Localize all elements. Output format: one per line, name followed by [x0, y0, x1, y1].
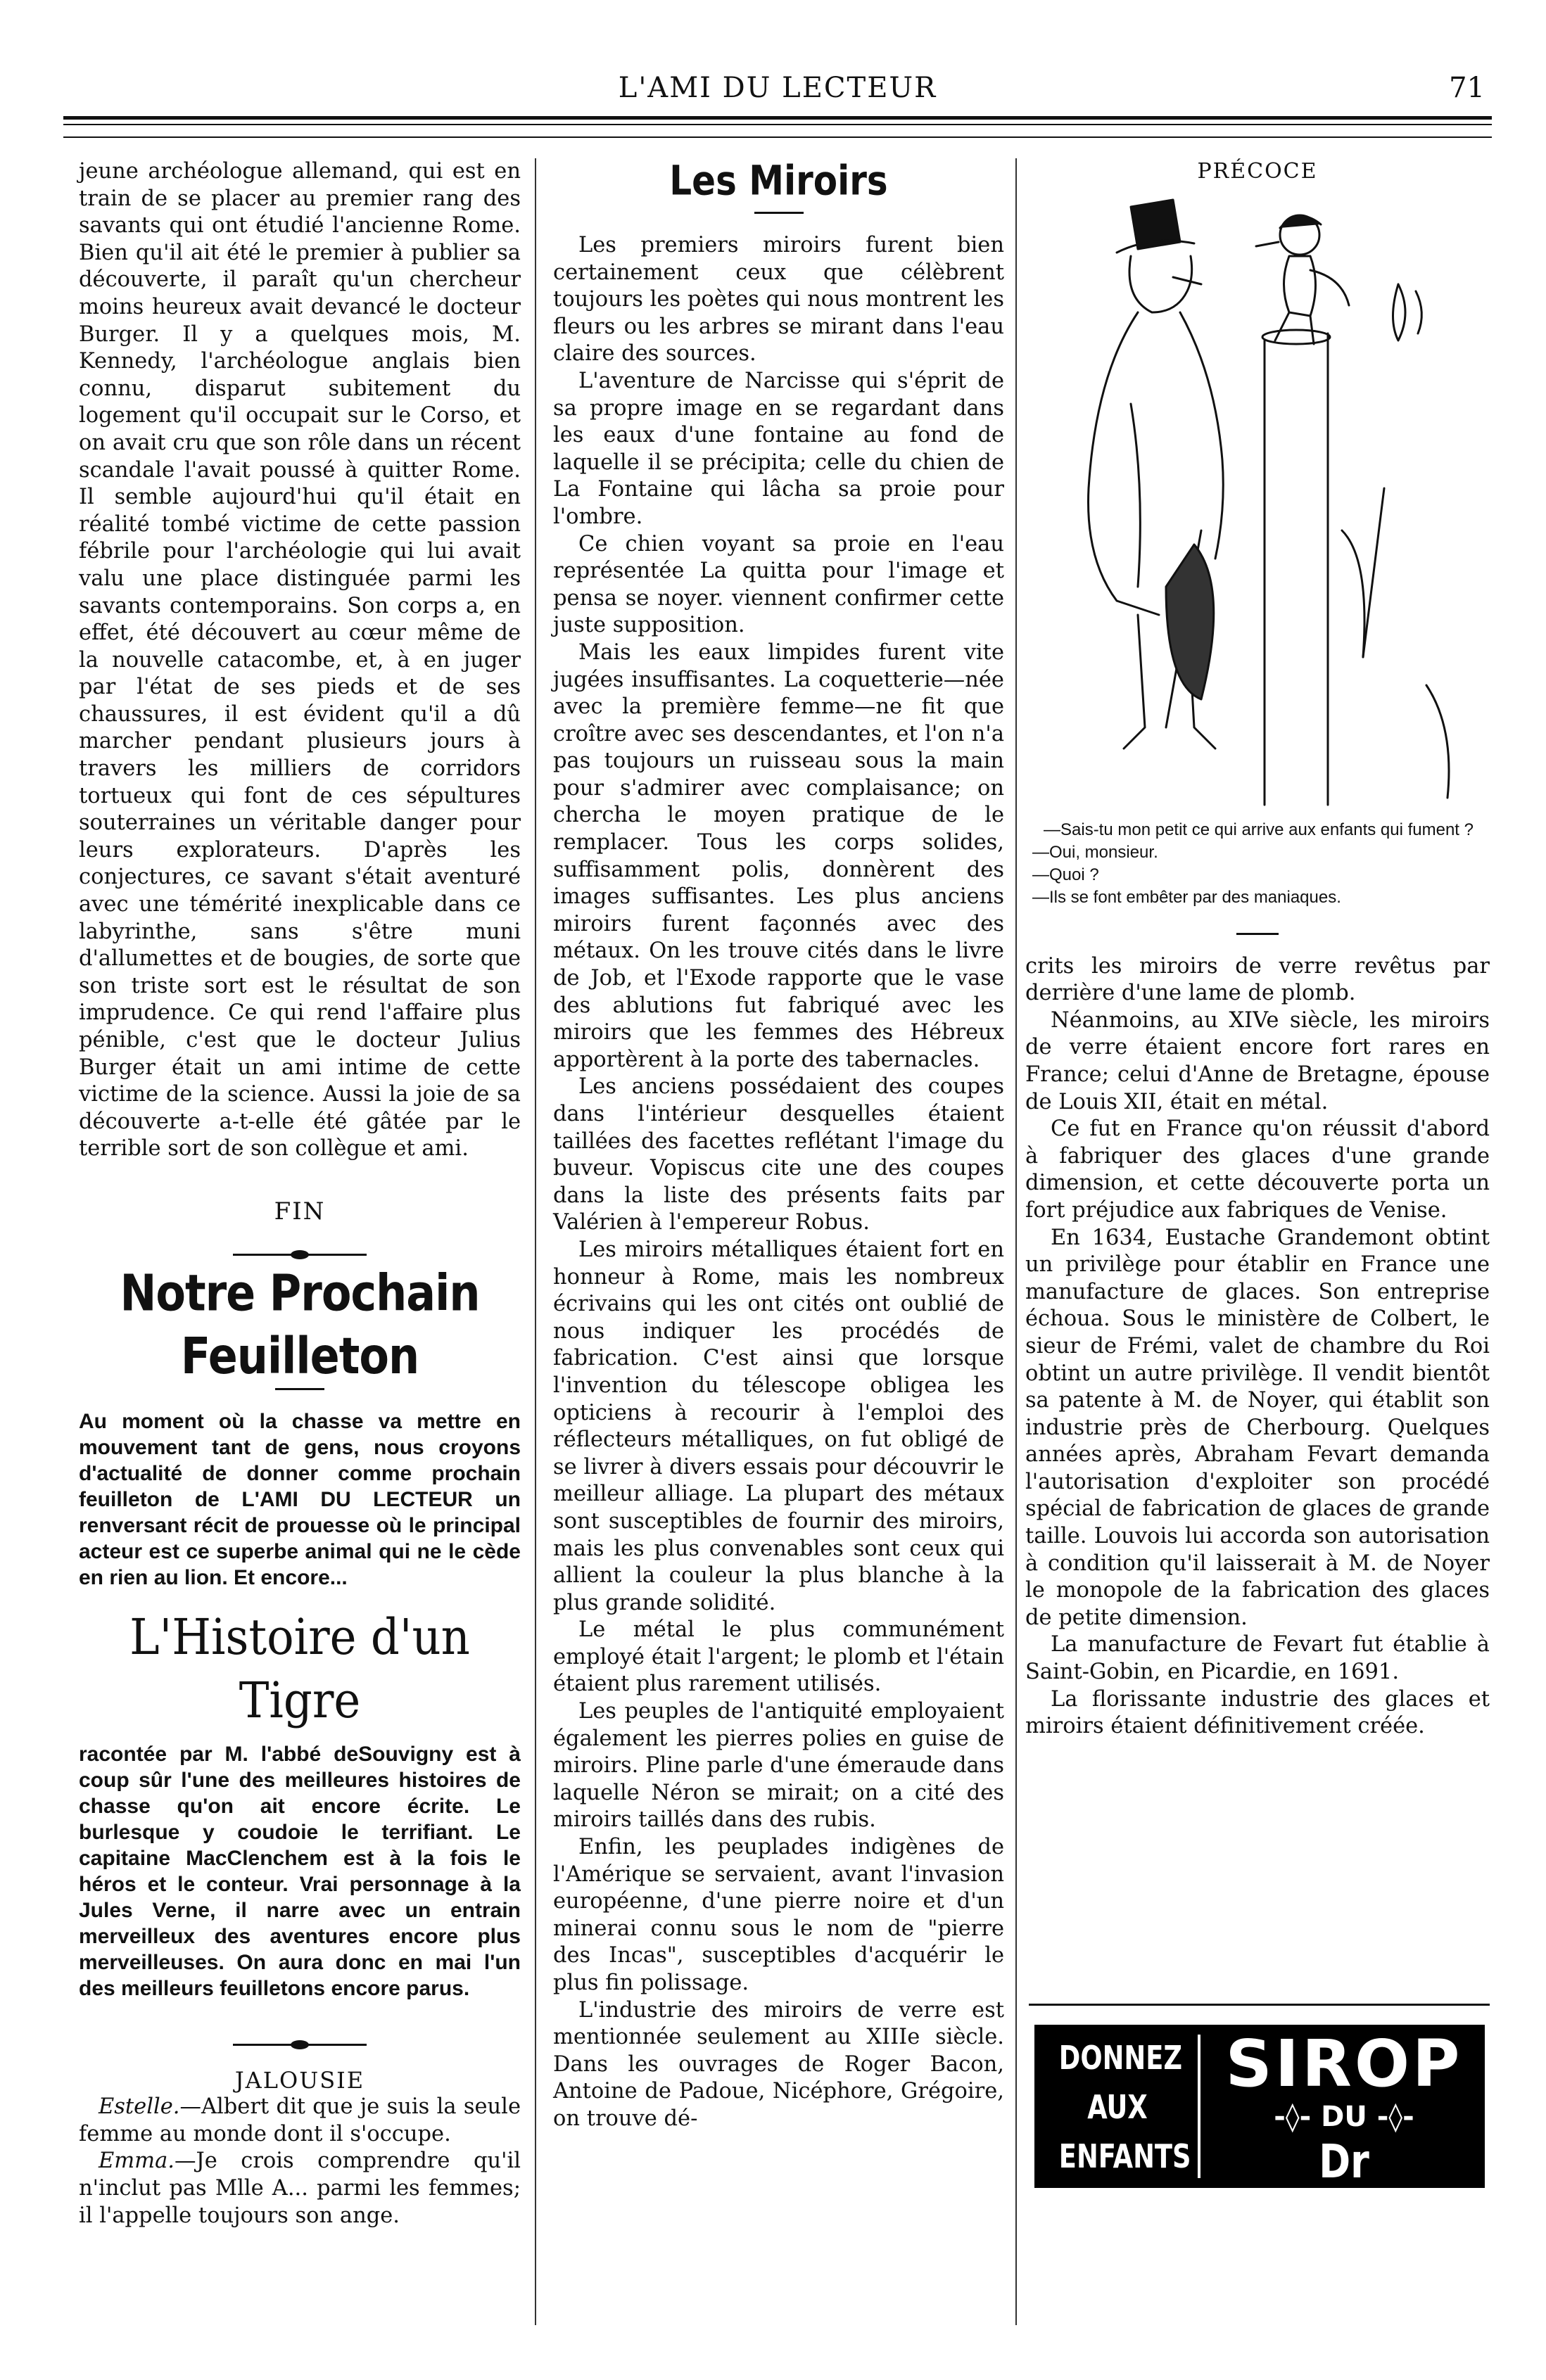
- column-divider: [1015, 158, 1017, 2325]
- ad-divider: [1198, 2035, 1200, 2178]
- article-body-continued: [1025, 953, 1490, 1741]
- story-description: racontée par M. l'abbé deSouvigny est à coup sûr l'une des meilleures histoires de chasse qu'on ait encore écrite. Le burlesque y coudoie le terrifiant. Le capitaine MacClenchem est à la fois le héros et le conteur. Vrai personnage à la Jules Verne, il narre avec un entrain merveilleux des aventures encore plus merveilleuses. On aura donc en mai l'un des meilleurs feuilletons encore parus.: [79, 1742, 521, 2000]
- cartoon-title: PRÉCOCE: [1197, 159, 1318, 184]
- jalousie-title: JALOUSIE: [234, 2066, 365, 2094]
- column-right: [1025, 158, 1490, 1741]
- article-paragraph: crits les miroirs de verre revêtus par derrière d'une lame de plomb.: [1025, 953, 1490, 1006]
- article-paragraph: Les peuples de l'antiquité employaient également les pierres polies en guise de miroirs. Pline parle d'une émeraude dans laquelle Néron se mirait; on a cité des miroirs taillés dans des rubis.: [553, 1699, 1004, 1833]
- short-rule: [275, 1388, 324, 1390]
- caption-line: —Quoi ?: [1032, 865, 1099, 884]
- caption-line: —Sais-tu mon petit ce qui arrive aux enfants qui fument ?: [1044, 820, 1474, 839]
- dialog-text: —Je crois comprendre qu'il n'inclut pas Mlle A... parmi les femmes; il l'appelle toujours son ange.: [79, 2149, 521, 2228]
- speaker: Emma.: [99, 2149, 175, 2174]
- column-middle: [553, 158, 1004, 2133]
- journal-title: L'AMI DU LECTEUR: [618, 72, 937, 104]
- jalousie-dialog: [79, 2094, 521, 2229]
- page-number: 71: [1449, 72, 1485, 104]
- dialog-line: [79, 2094, 521, 2148]
- ad-brand: [1208, 2026, 1481, 2244]
- caption-line: —Oui, monsieur.: [1032, 842, 1158, 862]
- ad-du: -◊- DU -◊-: [1274, 2101, 1414, 2133]
- caption-line: —Ils se font embêter par des maniaques.: [1032, 887, 1341, 907]
- article-paragraph: Les miroirs métalliques étaient fort en honneur à Rome, mais les nombreux écrivains qui les ont cités ont oublié de nous indiquer les procédés de fabrication. C'est ainsi que lorsque l'invention du télescope obligea les opticiens à recourir à l'emploi des réflecteurs métalliques, on fut obligé de se livrer à divers essais pour découvrir le meilleur alliage. La plupart des métaux sont susceptibles de fournir des miroirs, mais les plus convenables sont ceux qui allient la couleur la plus blanche à la plus grande solidité.: [553, 1237, 1004, 1615]
- advertisement: [1034, 2025, 1485, 2244]
- dialog-text: —Albert dit que je suis la seule femme au monde dont il s'occupe.: [79, 2094, 521, 2146]
- cartoon-caption: [1025, 819, 1490, 909]
- header-rule-thin-2: [63, 136, 1492, 138]
- short-rule: [1236, 933, 1279, 935]
- article-paragraph: La florissante industrie des glaces et miroirs étaient définitivement créée.: [1025, 1686, 1490, 1739]
- article-paragraph: En 1634, Eustache Grandemont obtint un privilège pour établir en France une manufacture de glaces. Son entreprise échoua. Sous le ministère de Colbert, le sieur de Frémi, valet de chambre du Roi obtint un autre privilège. Il vendit bientôt sa patente à M. de Noyer, qui établit son industrie près de Cherbourg. Quelques années après, Abraham Fevart demanda l'autorisation d'exploiter son procédé spécial de fabrication de glaces de grande taille. Louvois lui accorda son autorisation à condition qu'il laisserait à M. de Noyer le monopole de la fabrication des glaces de petite dimension.: [1025, 1225, 1490, 1630]
- feuilleton-intro: Au moment où la chasse va mettre en mouvement tant de gens, nous croyons d'actualité de donner comme prochain feuilleton de L'AMI DU LECTEUR un renversant récit de prouesse où le principal acteur est ce superbe animal qui ne le cède en rien au lion. Et encore...: [79, 1409, 521, 1589]
- ad-word: ENFANTS: [1058, 2137, 1191, 2175]
- dialog-line: [79, 2148, 521, 2229]
- column-divider: [535, 158, 536, 2325]
- ad-rule: [1029, 2004, 1490, 2006]
- article-paragraph: Les anciens possédaient des coupes dans l'intérieur desquelles étaient taillées des facettes reflétant l'image du buveur. Vopiscus cite une des coupes dans la liste des présents faits par Valérien à l'empereur Robus.: [553, 1074, 1004, 1235]
- article-paragraph: Les premiers miroirs furent bien certainement ceux que célèbrent toujours les poètes qui nous montrent les fleurs ou les arbres se mirant dans l'eau claire des sources.: [553, 233, 1004, 367]
- header-rule: [63, 116, 1492, 120]
- article-paragraph: Le métal le plus communément employé était l'argent; le plomb et l'étain étaient plus rarement utilisés.: [553, 1617, 1004, 1697]
- header-rule-thin: [63, 124, 1492, 125]
- article-paragraph: Mais les eaux limpides furent vite jugées insuffisantes. La coquetterie—née avec la première femme—ne fit que croître avec ses descendantes, et l'on n'a pas toujours un ruisseau sous la main pour s'admirer avec complaisance; on chercha le moyen pratique de le remplacer. Tous les corps solides, suffisamment polis, donnèrent des images suffisantes. Les plus anciens miroirs furent façonnés avec des métaux. On les trouve cités dans le livre de Job, et l'Exode rapporte que le vase des ablutions fut fabriqué avec les miroirs que les femmes des Hébreux apportèrent à la porte des tabernacles.: [553, 639, 1004, 1072]
- cartoon-illustration: [1032, 193, 1483, 812]
- ornament-separator: [233, 1254, 367, 1256]
- article-paragraph: Ce chien voyant sa proie en l'eau représentée La quitta pour l'image et pensa se noyer. viennent confirmer cette juste supposition.: [553, 531, 1004, 638]
- ad-brand-name: SIROP: [1225, 2026, 1463, 2101]
- ad-word: DONNEZ: [1058, 2039, 1183, 2077]
- ornament-separator: [233, 2044, 367, 2046]
- article-paragraph: La manufacture de Fevart fut établie à Saint-Gobin, en Picardie, en 1691.: [1025, 1632, 1490, 1685]
- ad-maker: Dr GODERRE: [1241, 2134, 1447, 2244]
- column-left: [79, 158, 521, 2229]
- article-title: Les Miroirs: [669, 157, 888, 205]
- article-paragraph: L'aventure de Narcisse qui s'éprit de sa propre image en se regardant dans les eaux d'une fontaine au fond de laquelle il se précipita; celle du chien de La Fontaine qui lâcha sa proie pour l'ombre.: [553, 368, 1004, 529]
- article-continuation: jeune archéologue allemand, qui est en train de se placer au premier rang des savants qui ont étudié l'ancienne Rome. Bien qu'il ait été le premier à publier sa découverte, il paraît qu'un chercheur moins heureux avait devancé le docteur Burger. Il y a quelques mois, M. Kennedy, l'archéologue anglais bien connu, disparut subitement du logement qu'il occupait sur le Corso, et on avait cru que son rôle dans un récent scandale l'avait poussé à quitter Rome. Il semble aujourd'hui qu'il était en réalité tombé victime de cette passion fébrile pour l'archéologie qui lui avait valu une place distinguée parmi les savants contemporains. Son corps a, en effet, été découvert au cœur même de la nouvelle catacombe, et, à en juger par l'état de ses pieds et de ses chaussures, il est évident qu'il a dû marcher pendant plusieurs jours à travers les milliers de corridors tortueux qui font de ces sépultures souterraines un véritable danger pour leurs explorateurs. D'après les conjectures, ce savant s'était aventuré avec une témérité inexplicable dans ce labyrinthe, sans s'être muni d'allumettes et de bougies, de sorte que son triste sort est le résultat de son imprudence. Ce qui rend l'affaire plus pénible, c'est que le docteur Julius Burger était un ami intime de cette victime de la science. Aussi la joie de sa découverte a-t-elle été gâtée par le terrible sort de son collègue et ami.: [79, 159, 521, 1162]
- article-paragraph: L'industrie des miroirs de verre est mentionnée seulement au XIIIe siècle. Dans les ouvrages de Roger Bacon, Antoine de Padoue, Nicéphore, Grégoire, on trouve dé-: [553, 1997, 1004, 2131]
- ad-word: AUX: [1087, 2088, 1148, 2126]
- article-paragraph: Enfin, les peuplades indigènes de l'Amérique se servaient, avant l'invasion européenne, d'une pierre noire et d'un minerai connu sous le nom de "pierre des Incas", susceptibles d'acquérir le plus fin polissage.: [553, 1835, 1004, 1995]
- speaker: Estelle.: [99, 2094, 180, 2120]
- feuilleton-heading: Notre Prochain Feuilleton: [120, 1263, 480, 1385]
- fin-label: FIN: [274, 1197, 326, 1226]
- article-body: [553, 232, 1004, 2133]
- article-paragraph: Ce fut en France qu'on réussit d'abord à fabriquer des glaces d'une grande dimension, et cette découverte porta un fort préjudice aux fabriques de Venise.: [1025, 1116, 1490, 1223]
- story-title: L'Histoire d'un Tigre: [129, 1608, 470, 1730]
- short-rule: [754, 212, 804, 214]
- ad-slogan: [1044, 2033, 1191, 2179]
- page-header: [63, 62, 1492, 118]
- article-paragraph: Néanmoins, au XIVe siècle, les miroirs de verre étaient encore fort rares en France; celui d'Anne de Bretagne, épouse de Louis XII, était en métal.: [1025, 1007, 1490, 1114]
